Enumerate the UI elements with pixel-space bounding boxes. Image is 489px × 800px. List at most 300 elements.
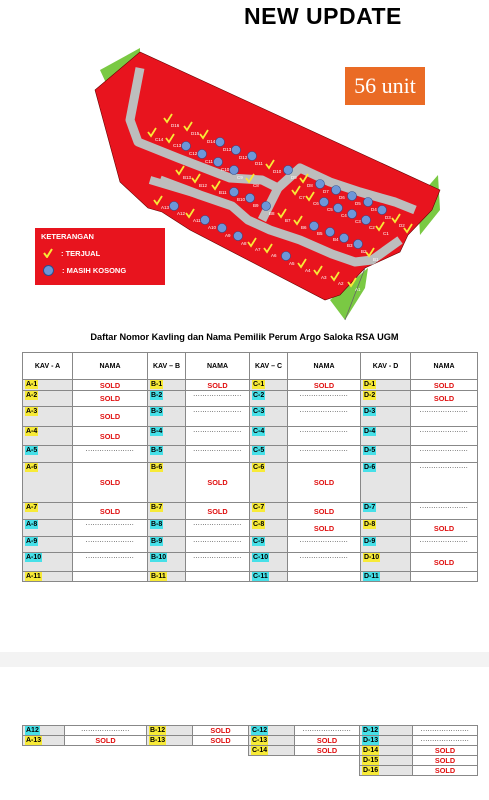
plot-label: A2 [338,281,344,286]
kavling-code-label: A-5 [26,447,38,454]
kavling-code-label: A-13 [26,737,42,744]
empty-cell [23,756,65,766]
legend-sold-label: : TERJUAL [61,248,101,258]
kavling-code [148,572,186,582]
column-header: KAV – B [148,353,186,380]
plot-label: C6 [313,201,319,206]
kavling-code-label: C-6 [253,464,265,471]
kavling-code-label: C-2 [253,392,265,399]
kavling-code [23,503,73,520]
kavling-code-label: D-8 [364,521,376,528]
table-row [23,553,478,572]
kavling-table [22,352,478,582]
vacant-plot-dot [262,202,271,211]
kavling-code-label: A-7 [26,504,38,511]
site-plan-map [0,30,489,330]
column-header: KAV - D [361,353,411,380]
vacant-plot-dot [232,146,241,155]
plot-label: C7 [299,195,305,200]
owner-name: ..................... [73,537,148,553]
kavling-code [23,427,73,446]
owner-name: ..................... [413,726,478,736]
plot-label: B3 [347,243,353,248]
owner-name: SOLD [193,736,249,746]
kavling-code [148,503,186,520]
kavling-code-label: D-13 [363,737,379,744]
kavling-code-label: B-6 [151,464,163,471]
empty-cell [249,756,295,766]
kavling-code [23,736,65,746]
kavling-code-label: C-13 [252,737,268,744]
owner-name: ..................... [186,553,250,572]
plot-label: C14 [155,137,164,142]
plot-label: D10 [273,169,282,174]
plot-label: B10 [237,197,246,202]
kavling-code [249,746,295,756]
owner-name: SOLD [73,463,148,503]
kavling-code-label: C-4 [253,428,265,435]
kavling-code-label: D-5 [364,447,376,454]
owner-name: ..................... [186,407,250,427]
kavling-code-label: C-7 [253,504,265,511]
empty-cell [23,746,65,756]
kavling-code [147,736,193,746]
table-row [23,503,478,520]
owner-name: ..................... [65,726,147,736]
owner-name: ..................... [411,427,478,446]
plot-label: D9 [291,175,297,180]
vacant-plot-dot [348,192,357,201]
empty-cell [193,746,249,756]
owner-name: SOLD [411,380,478,391]
kavling-code-label: A-10 [26,554,42,561]
owner-name: ..................... [411,407,478,427]
kavling-code [250,520,288,537]
plot-label: C2 [369,225,375,230]
kavling-code [360,746,413,756]
vacant-plot-dot [332,186,341,195]
kavling-code-label: A-11 [26,573,41,580]
vacant-plot-dot [320,198,329,207]
kavling-code-label: D-2 [364,392,376,399]
owner-name: ..................... [186,427,250,446]
kavling-code-label: B-11 [151,573,166,580]
plot-label: D14 [207,139,216,144]
plot-label: A7 [255,247,261,252]
owner-name: ..................... [186,520,250,537]
plot-label: A10 [208,225,217,230]
kavling-code [250,380,288,391]
kavling-code-label: B-5 [151,447,163,454]
plot-label: D16 [171,123,180,128]
kavling-code-label: C-1 [253,381,265,388]
kavling-code [148,391,186,407]
owner-name: ..................... [186,537,250,553]
kavling-code-label: D-1 [364,381,376,388]
owner-name: ..................... [413,736,478,746]
plot-label: A11 [193,218,201,223]
kavling-code-label: C-11 [253,573,268,580]
kavling-code [360,766,413,776]
owner-name: ..................... [186,391,250,407]
column-header: NAMA [73,353,148,380]
kavling-code [250,391,288,407]
vacant-plot-dot [354,240,363,249]
empty-cell [65,756,147,766]
owner-name: SOLD [295,746,360,756]
owner-name: ..................... [73,553,148,572]
plot-label: D3 [385,215,391,220]
owner-name: SOLD [73,427,148,446]
column-header: NAMA [411,353,478,380]
kavling-code-label: D-11 [364,573,379,580]
table-row [23,756,478,766]
table-row [23,520,478,537]
owner-name: SOLD [186,380,250,391]
vacant-plot-dot [362,216,371,225]
vacant-dot-icon [43,265,54,276]
plot-label: A9 [225,233,231,238]
table-row [23,446,478,463]
empty-cell [65,766,147,776]
plot-label: B6 [301,225,307,230]
table-row [23,407,478,427]
kavling-code [361,446,411,463]
owner-name: ..................... [288,391,361,407]
table-row [23,537,478,553]
kavling-code [250,407,288,427]
kavling-code [361,391,411,407]
kavling-code [148,446,186,463]
plot-label: A4 [305,268,311,273]
kavling-code [361,463,411,503]
legend-vacant-label: : MASIH KOSONG [62,266,127,275]
owner-name: SOLD [288,520,361,537]
kavling-table-continued [22,725,478,776]
kavling-code [148,537,186,553]
owner-name: ..................... [186,446,250,463]
owner-name: ..................... [73,520,148,537]
plot-label: A1 [355,287,361,292]
plot-label: D12 [239,155,248,160]
kavling-code-label: B-3 [151,408,163,415]
kavling-code-label: C-10 [253,554,269,561]
owner-name: ..................... [288,427,361,446]
kavling-code [23,572,73,582]
kavling-code [148,380,186,391]
kavling-code [250,537,288,553]
kavling-code-label: D-15 [363,757,379,764]
plot-label: A8 [241,241,247,246]
empty-cell [23,766,65,776]
plot-label: B12 [199,183,208,188]
empty-cell [65,746,147,756]
legend-sold-row [43,248,100,258]
owner-name: SOLD [288,380,361,391]
owner-name: SOLD [73,391,148,407]
kavling-code-label: A12 [26,727,39,734]
empty-cell [193,756,249,766]
table-row [23,572,478,582]
owner-name: ..................... [411,537,478,553]
owner-name [73,572,148,582]
vacant-plot-dot [214,158,223,167]
plot-label: C13 [173,143,182,148]
table-row [23,380,478,391]
vacant-plot-dot [230,188,239,197]
table-row [23,736,478,746]
plot-label: D6 [339,195,345,200]
vacant-plot-dot [182,142,191,151]
plot-label: B13 [183,175,192,180]
owner-name: SOLD [65,736,147,746]
kavling-code-label: A-4 [26,428,38,435]
vacant-plot-dot [364,198,373,207]
owner-name: SOLD [411,553,478,572]
owner-name: SOLD [413,766,478,776]
kavling-code-label: B-9 [151,538,163,545]
vacant-plot-dot [284,166,293,175]
kavling-code [23,446,73,463]
kavling-code [250,427,288,446]
vacant-plot-dot [218,224,227,233]
empty-cell [147,766,193,776]
plot-label: C5 [327,207,333,212]
kavling-code-label: A-3 [26,408,38,415]
vacant-plot-dot [234,232,243,241]
vacant-plot-dot [170,202,179,211]
owner-name: ..................... [288,537,361,553]
kavling-code [250,503,288,520]
kavling-code [148,520,186,537]
kavling-code-label: A-1 [26,381,38,388]
kavling-code-label: C-14 [252,747,268,754]
table-title: Daftar Nomor Kavling dan Nama Pemilik Perum Argo Saloka RSA UGM [90,332,399,342]
table-row [23,427,478,446]
plot-label: D8 [307,183,313,188]
owner-name: SOLD [295,736,360,746]
plot-label: B7 [285,218,291,223]
owner-name: SOLD [411,391,478,407]
plot-label: D2 [399,223,405,228]
kavling-code [147,726,193,736]
kavling-code [148,463,186,503]
owner-name [411,572,478,582]
kavling-code [361,427,411,446]
kavling-code-label: A-8 [26,521,38,528]
owner-name: SOLD [193,726,249,736]
vacant-plot-dot [340,234,349,243]
kavling-code [361,503,411,520]
kavling-code-label: D-9 [364,538,376,545]
vacant-plot-dot [378,206,387,215]
kavling-code [249,726,295,736]
kavling-code [361,553,411,572]
vacant-plot-dot [316,180,325,189]
legend [35,228,165,285]
vacant-plot-dot [216,138,225,147]
kavling-code [148,553,186,572]
owner-name: ..................... [288,446,361,463]
column-header: KAV - A [23,353,73,380]
plot-label: C3 [355,219,361,224]
kavling-code-label: D-10 [364,554,380,561]
column-header: NAMA [288,353,361,380]
owner-name: SOLD [73,407,148,427]
owner-name: ..................... [295,726,360,736]
owner-name: SOLD [73,503,148,520]
table-row [23,463,478,503]
vacant-plot-dot [282,252,291,261]
plot-label: B1 [373,257,379,262]
plot-label: D4 [371,207,377,212]
owner-name: SOLD [411,520,478,537]
kavling-code [23,726,65,736]
owner-name: SOLD [413,746,478,756]
owner-name: ..................... [411,446,478,463]
vacant-plot-dot [198,150,207,159]
plot-label: A12 [177,211,186,216]
table-header-row [23,353,478,380]
kavling-code-label: B-2 [151,392,163,399]
vacant-plot-dot [201,216,210,225]
table-row [23,391,478,407]
kavling-code [23,553,73,572]
kavling-code-label: B-7 [151,504,163,511]
kavling-code-label: D-4 [364,428,376,435]
plot-label: C9 [237,175,243,180]
kavling-code-label: B-1 [151,381,163,388]
owner-name: SOLD [186,503,250,520]
kavling-code-label: C-12 [252,727,268,734]
plot-label: B8 [269,211,275,216]
plot-label: D13 [223,147,232,152]
kavling-code-label: D-6 [364,464,376,471]
document-page-2 [0,667,489,800]
plot-label: B2 [361,249,367,254]
vacant-plot-dot [230,166,239,175]
kavling-code [360,756,413,766]
owner-name: ..................... [288,407,361,427]
plot-label: C10 [221,167,230,172]
kavling-code-label: B-13 [150,737,166,744]
plot-label: D5 [355,201,361,206]
owner-name: ..................... [73,446,148,463]
kavling-code [250,446,288,463]
kavling-code-label: C-3 [253,408,265,415]
kavling-code-label: D-16 [363,767,379,774]
kavling-code [249,736,295,746]
kavling-code-label: D-3 [364,408,376,415]
kavling-code [361,407,411,427]
kavling-code [148,427,186,446]
kavling-code-label: D-14 [363,747,379,754]
plot-label: C1 [383,231,389,236]
legend-vacant-row [43,265,126,276]
empty-cell [193,766,249,776]
kavling-code [361,572,411,582]
kavling-code-label: C-5 [253,447,265,454]
empty-cell [147,756,193,766]
plot-label: B5 [317,231,323,236]
vacant-plot-dot [348,210,357,219]
kavling-code [250,572,288,582]
kavling-code [23,391,73,407]
vacant-plot-dot [248,152,257,161]
kavling-code-label: D-7 [364,504,376,511]
kavling-code-label: B-8 [151,521,163,528]
empty-cell [295,766,360,776]
plot-label: D15 [191,131,200,136]
plot-label: A6 [271,253,277,258]
plot-label: C11 [205,159,213,164]
kavling-code [361,537,411,553]
kavling-code-label: D-12 [363,727,379,734]
owner-name [186,572,250,582]
kavling-code [361,520,411,537]
kavling-code [361,380,411,391]
kavling-code-label: B-4 [151,428,163,435]
kavling-code [23,537,73,553]
plot-label: A13 [161,205,170,210]
plot-label: A5 [289,261,295,266]
plot-label: A3 [321,275,327,280]
kavling-code [360,736,413,746]
plot-label: D11 [255,161,263,166]
kavling-code-label: B-10 [151,554,167,561]
plot-label: B11 [219,190,227,195]
table-row [23,726,478,736]
plot-label: B9 [253,203,259,208]
owner-name: SOLD [288,503,361,520]
kavling-code [360,726,413,736]
table-row [23,766,478,776]
owner-name: ..................... [288,553,361,572]
owner-name: SOLD [288,463,361,503]
vacant-plot-dot [310,222,319,231]
column-header: KAV – C [250,353,288,380]
check-icon [43,248,53,258]
owner-name: SOLD [186,463,250,503]
kavling-code-label: C-9 [253,538,265,545]
vacant-plot-dot [326,228,335,237]
column-header: NAMA [186,353,250,380]
owner-name: ..................... [411,463,478,503]
plot-label: C8 [253,183,259,188]
vacant-plot-dot [246,194,255,203]
kavling-code [250,553,288,572]
empty-cell [295,756,360,766]
unit-count-badge: 56 unit [345,67,425,105]
plot-label: C4 [341,213,347,218]
owner-name [288,572,361,582]
kavling-code [23,463,73,503]
kavling-code-label: A-6 [26,464,38,471]
page-title: NEW UPDATE [244,3,402,29]
plot-label: B4 [333,237,339,242]
kavling-code-label: A-2 [26,392,38,399]
owner-name: SOLD [413,756,478,766]
kavling-code-label: B-12 [150,727,166,734]
legend-title: KETERANGAN [41,232,94,241]
kavling-code-label: A-9 [26,538,38,545]
vacant-plot-dot [334,204,343,213]
empty-cell [147,746,193,756]
kavling-code [23,520,73,537]
kavling-code-label: C-8 [253,521,265,528]
kavling-code [250,463,288,503]
owner-name: ..................... [411,503,478,520]
